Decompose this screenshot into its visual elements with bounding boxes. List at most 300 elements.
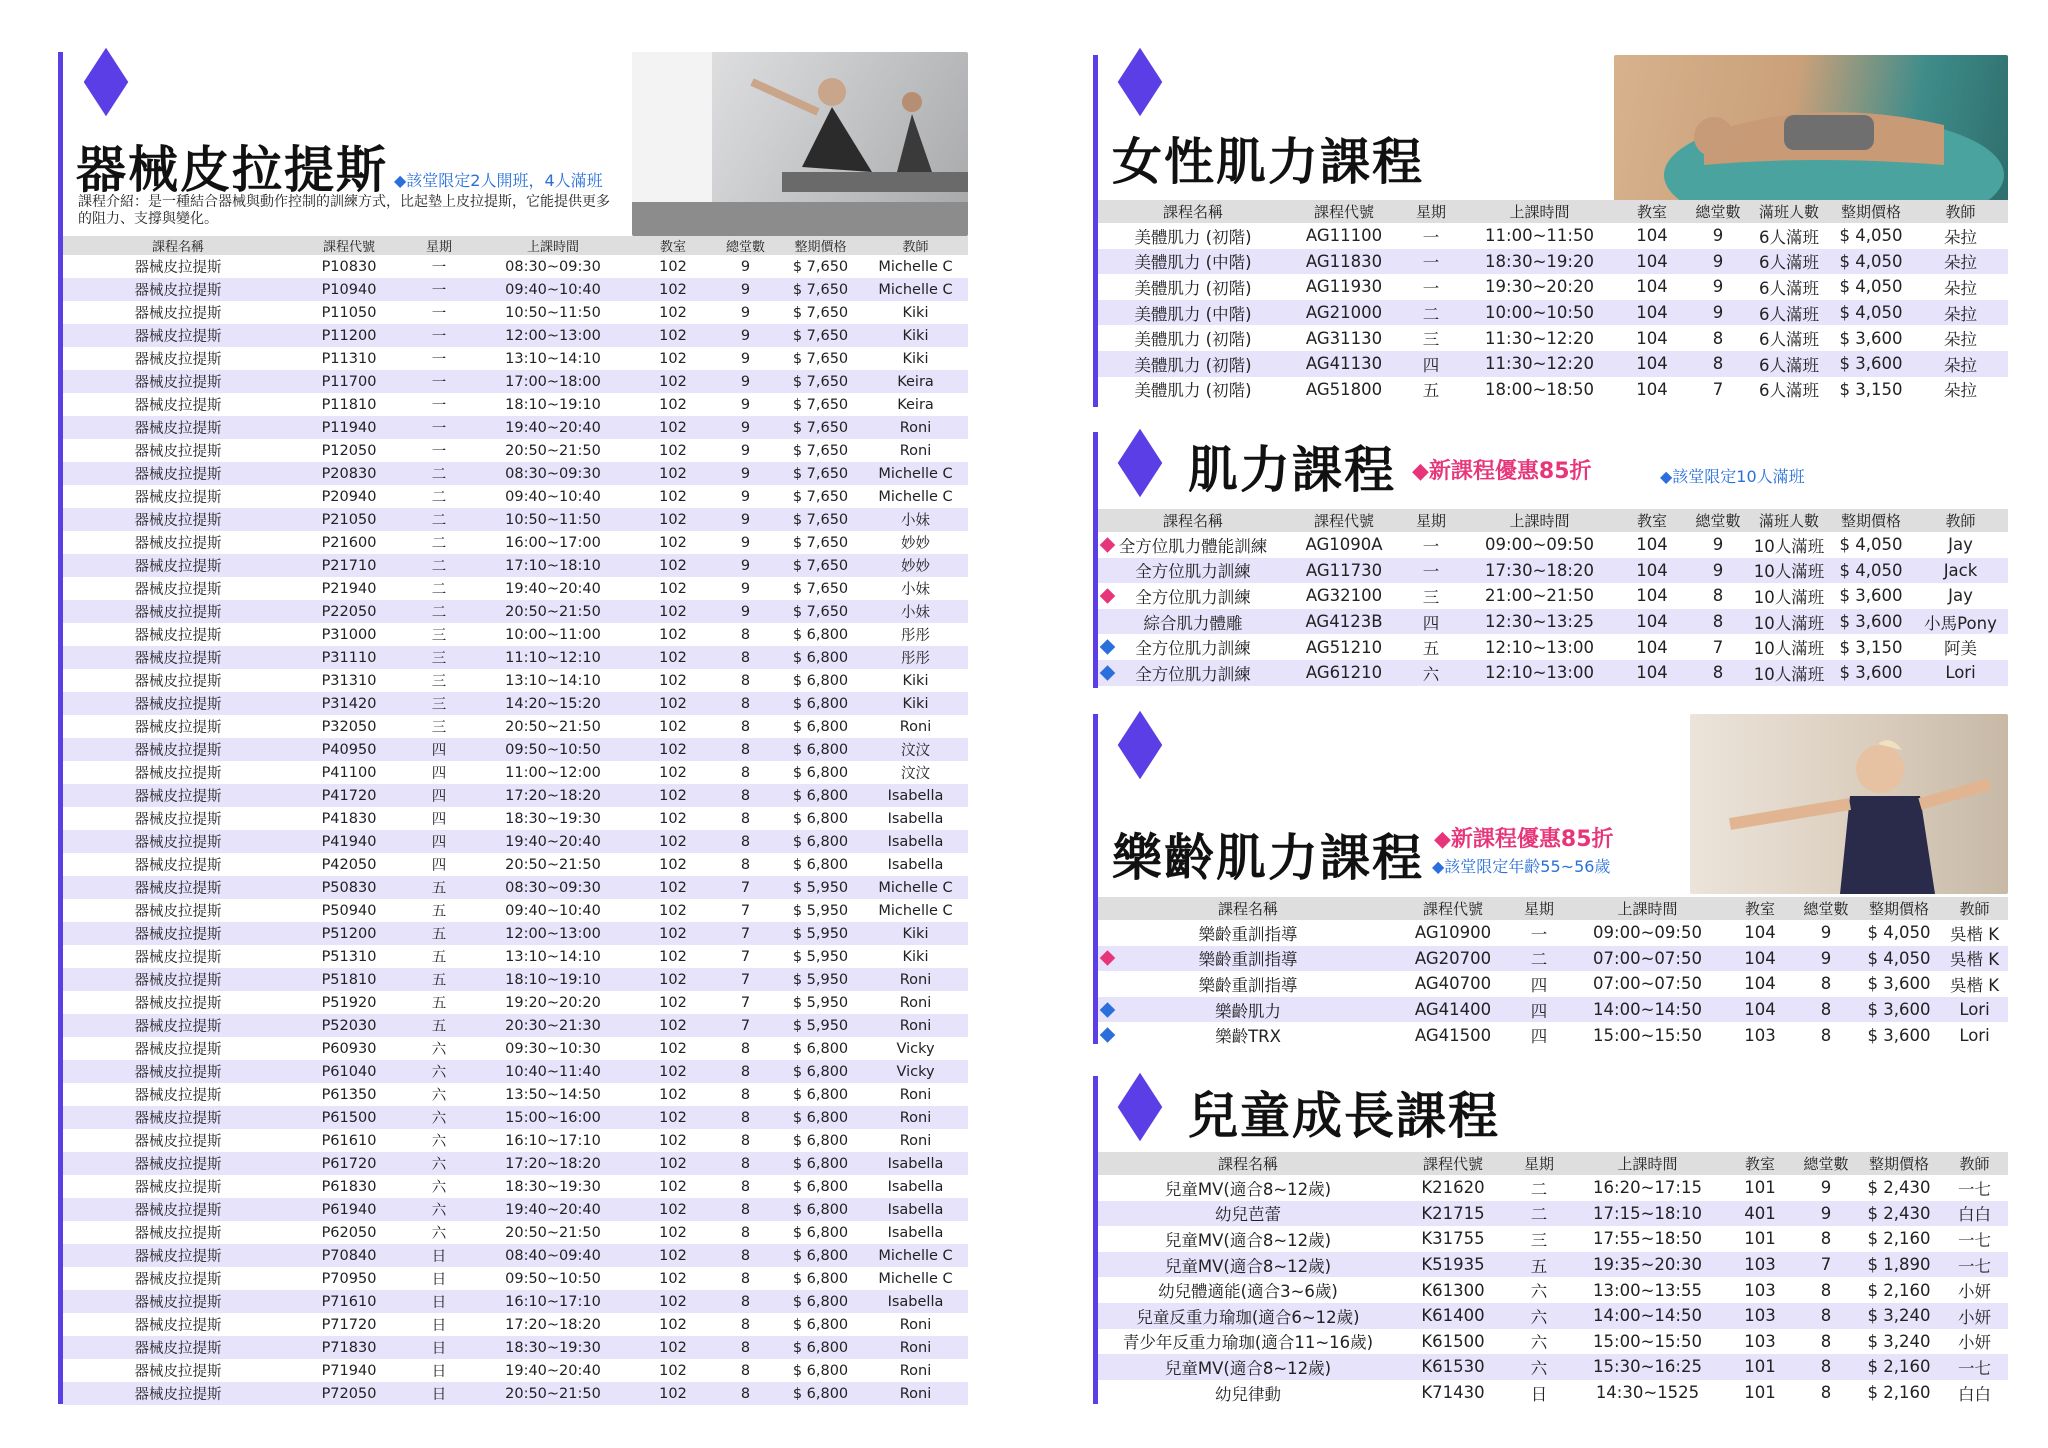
table-cell: 08:30~09:30: [505, 258, 601, 275]
table-cell: P10940: [293, 278, 405, 301]
pilates-header-row: [63, 236, 968, 255]
table-cell: 102: [659, 1040, 687, 1057]
table-cell: 一: [431, 306, 447, 322]
table-cell: 六: [1508, 1303, 1570, 1329]
table-cell: 11:10~12:10: [473, 646, 633, 669]
table-cell: P61940: [293, 1198, 405, 1221]
table-cell: 器械皮拉提斯: [63, 1290, 293, 1313]
table-cell: 器械皮拉提斯: [134, 1226, 222, 1242]
kids-table: [1098, 1152, 2008, 1405]
table-row: [63, 1198, 968, 1221]
table-cell: 102: [633, 1382, 713, 1405]
column-header: 教師: [1941, 897, 2008, 920]
table-cell: P51810: [293, 968, 405, 991]
table-row: [63, 531, 968, 554]
table-cell: 102: [659, 1316, 687, 1333]
table-row: [63, 1290, 968, 1313]
table-cell: 二: [431, 536, 447, 552]
table-row: [1098, 920, 2008, 946]
table-cell: 器械皮拉提斯: [134, 582, 222, 598]
table-row: [63, 324, 968, 347]
table-cell: 104: [1636, 379, 1668, 399]
table-row: [63, 1060, 968, 1083]
table-cell: 102: [633, 1014, 713, 1037]
table-cell: 三: [405, 646, 473, 669]
table-cell: 一: [1422, 227, 1440, 247]
table-cell: 9: [1687, 300, 1749, 326]
table-cell: 六: [1400, 660, 1462, 686]
table-cell: AG20700: [1398, 946, 1508, 972]
table-row: [63, 899, 968, 922]
table-cell: 妙妙: [863, 554, 968, 577]
table-cell: 朵拉: [1913, 351, 2008, 377]
senior-promo: ◆新課程優惠85折: [1434, 827, 1614, 852]
table-cell: 四: [431, 858, 447, 874]
table-cell: 104: [1617, 660, 1687, 686]
table-cell: Vicky: [896, 1040, 935, 1057]
table-cell: 器械皮拉提斯: [63, 1106, 293, 1129]
table-cell: P41720: [293, 784, 405, 807]
table-cell: P51200: [293, 922, 405, 945]
table-cell: 6人滿班: [1749, 249, 1829, 275]
table-cell: $ 5,950: [778, 922, 863, 945]
table-cell: 8: [1820, 1331, 1832, 1351]
table-cell: Lori: [1959, 1025, 1990, 1045]
table-cell: 17:30~18:20: [1462, 558, 1617, 584]
table-cell: 16:20~17:15: [1593, 1178, 1702, 1198]
table-cell: 樂齡重訓指導: [1198, 924, 1298, 944]
table-cell: 102: [659, 488, 687, 505]
table-cell: 小妍: [1958, 1333, 1991, 1353]
table-cell: 彤彤: [863, 646, 968, 669]
table-cell: 102: [659, 1178, 687, 1195]
table-cell: 日: [405, 1244, 473, 1267]
table-cell: 二: [405, 462, 473, 485]
table-cell: $ 4,050: [1839, 535, 1903, 555]
table-cell: 104: [1636, 226, 1668, 246]
table-cell: 一: [431, 352, 447, 368]
table-row: [1098, 971, 2008, 997]
table-row: [63, 968, 968, 991]
table-cell: 四: [431, 812, 447, 828]
table-row: [63, 1267, 968, 1290]
table-cell: 器械皮拉提斯: [63, 1382, 293, 1405]
table-cell: 8: [1687, 609, 1749, 635]
table-cell: 18:30~19:30: [505, 810, 601, 827]
table-cell: [1098, 583, 1288, 609]
table-row: [63, 623, 968, 646]
table-cell: P31310: [321, 672, 377, 689]
column-header: 教師: [1941, 1152, 2008, 1175]
table-row: [63, 1336, 968, 1359]
table-cell: 阿美: [1944, 639, 1977, 659]
table-cell: 104: [1617, 558, 1687, 584]
table-cell: 21:00~21:50: [1485, 586, 1594, 606]
table-cell: 102: [633, 416, 713, 439]
table-cell: 104: [1744, 974, 1776, 994]
table-cell: 9: [1795, 946, 1857, 972]
table-cell: 19:40~20:40: [473, 830, 633, 853]
table-cell: $ 7,650: [792, 534, 849, 551]
table-row: [63, 1106, 968, 1129]
table-cell: [1098, 660, 1288, 686]
table-cell: 8: [1712, 328, 1724, 348]
column-header: 教室: [1617, 200, 1687, 223]
table-cell: Jay: [1948, 586, 1973, 606]
table-cell: 104: [1636, 277, 1668, 297]
women-photo: [1614, 55, 2008, 201]
table-cell: 器械皮拉提斯: [134, 904, 222, 920]
table-cell: 102: [633, 462, 713, 485]
table-cell: 102: [633, 968, 713, 991]
table-cell: 13:50~14:50: [505, 1086, 601, 1103]
table-cell: 20:50~21:50: [473, 600, 633, 623]
table-cell: 6人滿班: [1759, 227, 1819, 247]
pink-diamond-icon: [1100, 588, 1116, 604]
table-cell: 器械皮拉提斯: [63, 554, 293, 577]
table-cell: 8: [740, 1224, 751, 1241]
kids-header-row: [1098, 1152, 2008, 1175]
table-cell: K71430: [1421, 1383, 1485, 1403]
table-cell: 一七: [1958, 1179, 1991, 1199]
table-cell: 8: [713, 738, 778, 761]
table-cell: 彤彤: [901, 628, 930, 644]
table-cell: 美體肌力 (中階): [1098, 300, 1288, 326]
table-cell: 102: [659, 580, 687, 597]
table-cell: 10:50~11:50: [505, 304, 601, 321]
table-cell: P31110: [293, 646, 405, 669]
table-cell: AG11100: [1305, 226, 1383, 246]
table-row: [1098, 351, 2008, 377]
table-cell: $ 6,800: [778, 1198, 863, 1221]
table-cell: 102: [659, 350, 687, 367]
table-cell: Lori: [1941, 997, 2008, 1023]
table-cell: 二: [405, 554, 473, 577]
table-cell: $ 3,600: [1867, 974, 1931, 994]
table-cell: 6人滿班: [1749, 300, 1829, 326]
table-cell: Kiki: [902, 948, 929, 965]
table-cell: 12:00~13:00: [473, 922, 633, 945]
table-cell: 15:00~16:00: [473, 1106, 633, 1129]
table-row: [1098, 223, 2008, 249]
table-cell: 器械皮拉提斯: [63, 370, 293, 393]
table-cell: 10人滿班: [1749, 660, 1829, 686]
table-cell: P61610: [321, 1132, 377, 1149]
table-cell: P61350: [321, 1086, 377, 1103]
table-cell: 7: [740, 902, 751, 919]
strength-header-row: [1098, 509, 2008, 532]
table-cell: Roni: [899, 1362, 932, 1379]
table-cell: 11:00~12:00: [505, 764, 601, 781]
blue-diamond-icon: [1100, 1002, 1116, 1018]
table-cell: Keira: [863, 370, 968, 393]
table-cell: 10人滿班: [1753, 587, 1825, 607]
table-cell: 8: [713, 1060, 778, 1083]
table-cell: 四: [1400, 351, 1462, 377]
table-cell: $ 7,650: [778, 324, 863, 347]
table-cell: 17:20~18:20: [505, 1316, 601, 1333]
table-cell: 101: [1744, 1229, 1776, 1249]
table-cell: 09:40~10:40: [473, 278, 633, 301]
table-cell: 18:30~19:30: [505, 1178, 601, 1195]
table-cell: Roni: [899, 442, 932, 459]
table-cell: 器械皮拉提斯: [63, 1198, 293, 1221]
table-cell: 102: [633, 784, 713, 807]
table-row: [63, 922, 968, 945]
table-cell: 一: [405, 278, 473, 301]
table-cell: 10人滿班: [1749, 609, 1829, 635]
table-cell: 102: [659, 672, 687, 689]
table-cell: $ 4,050: [1829, 300, 1913, 326]
table-row: [63, 1359, 968, 1382]
table-cell: 13:10~14:10: [505, 672, 601, 689]
table-row: [1098, 609, 2008, 635]
table-cell: 7: [740, 994, 751, 1011]
table-cell: 器械皮拉提斯: [63, 738, 293, 761]
table-cell: 二: [1508, 946, 1570, 972]
blue-diamond-icon: [1100, 639, 1116, 655]
table-cell: $ 7,650: [792, 258, 849, 275]
table-cell: 器械皮拉提斯: [134, 628, 222, 644]
table-cell: 104: [1725, 997, 1795, 1023]
table-cell: [1098, 532, 1288, 558]
table-cell: 6人滿班: [1759, 381, 1819, 401]
table-cell: 8: [740, 1040, 751, 1057]
table-cell: 幼兒體適能(適合3~6歲): [1158, 1282, 1338, 1302]
table-cell: $ 2,430: [1867, 1178, 1931, 1198]
table-row: [63, 692, 968, 715]
table-cell: 10人滿班: [1749, 558, 1829, 584]
table-cell: 102: [659, 902, 687, 919]
strength-title: 肌力課程: [1188, 441, 1396, 499]
table-cell: P21600: [321, 534, 377, 551]
table-cell: 二: [405, 600, 473, 623]
column-header: 課程名稱: [1098, 1152, 1398, 1175]
table-cell: 20:50~21:50: [505, 856, 601, 873]
table-cell: K61400: [1398, 1303, 1508, 1329]
table-cell: AG41130: [1288, 351, 1400, 377]
table-cell: 101: [1725, 1354, 1795, 1380]
pilates-intro: 課程介紹：是一種結合器械與動作控制的訓練方式，比起墊上皮拉提斯，它能提供更多的阻力、支撐與變化。: [78, 194, 610, 227]
table-cell: AG40700: [1414, 974, 1492, 994]
table-row: [1098, 249, 2008, 275]
table-cell: P11310: [321, 350, 377, 367]
table-cell: P50940: [321, 902, 377, 919]
table-cell: K21620: [1421, 1178, 1485, 1198]
table-cell: $ 6,800: [778, 1290, 863, 1313]
column-header: 課程代號: [1288, 200, 1400, 223]
table-cell: 8: [740, 810, 751, 827]
table-cell: 器械皮拉提斯: [134, 1180, 222, 1196]
column-header: 上課時間: [473, 236, 633, 255]
table-cell: Michelle C: [863, 876, 968, 899]
column-header: 上課時間: [1462, 200, 1617, 223]
table-cell: $ 6,800: [778, 1106, 863, 1129]
column-header: 星期: [1400, 200, 1462, 223]
table-cell: P32050: [321, 718, 377, 735]
table-cell: 09:40~10:40: [505, 488, 601, 505]
table-cell: 102: [659, 764, 687, 781]
table-cell: 16:00~17:00: [505, 534, 601, 551]
table-cell: 器械皮拉提斯: [134, 720, 222, 736]
table-cell: $ 3,600: [1839, 586, 1903, 606]
table-cell: 小妍: [1958, 1282, 1991, 1302]
table-cell: 7: [713, 968, 778, 991]
table-cell: Roni: [899, 994, 932, 1011]
table-cell: 吳楷 K: [1941, 946, 2008, 972]
table-cell: $ 6,800: [792, 718, 849, 735]
table-row: [1098, 946, 2008, 972]
table-cell: 8: [740, 672, 751, 689]
table-cell: $ 6,800: [778, 692, 863, 715]
table-cell: [1098, 997, 1398, 1023]
table-cell: 器械皮拉提斯: [134, 1134, 222, 1150]
table-cell: 12:10~13:00: [1462, 660, 1617, 686]
table-cell: 一七: [1941, 1354, 2008, 1380]
table-row: [63, 1175, 968, 1198]
table-cell: 8: [1795, 997, 1857, 1023]
table-cell: P71720: [321, 1316, 377, 1333]
table-cell: 101: [1744, 1178, 1776, 1198]
table-cell: P40950: [293, 738, 405, 761]
blue-diamond-icon: [1100, 1027, 1116, 1043]
column-header: 星期: [1508, 1152, 1570, 1175]
table-cell: 汶汶: [863, 738, 968, 761]
table-cell: P52030: [293, 1014, 405, 1037]
table-cell: $ 7,650: [792, 488, 849, 505]
table-cell: 六: [1508, 1354, 1570, 1380]
table-row: [1098, 583, 2008, 609]
table-cell: 09:00~09:50: [1485, 535, 1594, 555]
column-header: 上課時間: [1462, 509, 1617, 532]
table-cell: 15:00~15:50: [1593, 1331, 1702, 1351]
table-cell: 兒童MV(適合8~12歲): [1098, 1354, 1398, 1380]
column-header: 整期價格: [1829, 509, 1913, 532]
table-row: [1098, 1252, 2008, 1278]
table-row: [63, 945, 968, 968]
table-cell: P31000: [321, 626, 377, 643]
column-header: 整期價格: [1829, 200, 1913, 223]
table-cell: 五: [1508, 1252, 1570, 1278]
table-cell: 六: [405, 1198, 473, 1221]
table-row: [1098, 274, 2008, 300]
table-cell: 六: [431, 1088, 447, 1104]
table-cell: 三: [1530, 1230, 1548, 1250]
column-header: 教室: [1617, 509, 1687, 532]
table-cell: 13:10~14:10: [505, 350, 601, 367]
table-cell: AG11930: [1305, 277, 1383, 297]
table-cell: [1098, 946, 1398, 972]
column-header: 課程名稱: [1098, 509, 1288, 532]
table-row: [63, 807, 968, 830]
table-cell: P61830: [321, 1178, 377, 1195]
table-cell: 六: [431, 1134, 447, 1150]
table-row: [1098, 325, 2008, 351]
table-cell: 美體肌力 (初階): [1134, 278, 1252, 298]
table-cell: 104: [1744, 923, 1776, 943]
table-cell: 15:00~15:50: [1593, 1025, 1702, 1045]
table-cell: $ 6,800: [792, 672, 849, 689]
senior-title: 樂齡肌力課程: [1112, 829, 1424, 887]
table-cell: 8: [740, 764, 751, 781]
table-cell: P41100: [321, 764, 377, 781]
table-cell: 8: [1712, 586, 1724, 606]
table-cell: P11810: [321, 396, 377, 413]
table-cell: $ 7,650: [778, 416, 863, 439]
table-cell: Roni: [863, 1106, 968, 1129]
table-cell: 8: [713, 1336, 778, 1359]
table-cell: 104: [1617, 609, 1687, 635]
table-row: [63, 1152, 968, 1175]
table-row: [63, 416, 968, 439]
column-header: 整期價格: [1857, 897, 1941, 920]
table-cell: 一七: [1941, 1252, 2008, 1278]
table-cell: 103: [1744, 1280, 1776, 1300]
table-cell: 09:50~10:50: [505, 1270, 601, 1287]
table-cell: 102: [633, 1336, 713, 1359]
table-row: [63, 1129, 968, 1152]
table-cell: 102: [633, 508, 713, 531]
women-title: 女性肌力課程: [1112, 133, 1424, 191]
table-cell: 8: [1820, 1280, 1832, 1300]
table-row: [63, 370, 968, 393]
table-cell: $ 5,950: [778, 876, 863, 899]
table-cell: 器械皮拉提斯: [63, 1152, 293, 1175]
table-cell: 8: [1687, 351, 1749, 377]
table-cell: 五: [405, 922, 473, 945]
table-cell: 9: [740, 258, 751, 275]
table-cell: 器械皮拉提斯: [63, 876, 293, 899]
table-cell: 三: [1422, 330, 1440, 350]
pilates-table: [63, 236, 968, 1405]
table-cell: 102: [633, 876, 713, 899]
table-cell: 11:30~12:20: [1462, 351, 1617, 377]
table-cell: $ 3,600: [1867, 1025, 1931, 1045]
table-cell: $ 7,650: [792, 396, 849, 413]
table-cell: AG11730: [1288, 558, 1400, 584]
table-cell: 8: [1687, 660, 1749, 686]
table-cell: 吳楷 K: [1949, 975, 2000, 995]
table-cell: 7: [1712, 379, 1724, 399]
table-cell: 8: [740, 1270, 751, 1287]
table-cell: AG10900: [1414, 923, 1492, 943]
table-cell: 20:50~21:50: [473, 1382, 633, 1405]
table-cell: P22050: [293, 600, 405, 623]
cell-text: 樂齡重訓指導: [1198, 950, 1298, 970]
table-cell: AG32100: [1305, 586, 1383, 606]
table-cell: 104: [1617, 300, 1687, 326]
table-cell: 8: [1820, 1025, 1832, 1045]
table-row: [63, 646, 968, 669]
table-cell: Roni: [899, 1086, 932, 1103]
table-row: [63, 462, 968, 485]
table-cell: 美體肌力 (初階): [1134, 330, 1252, 350]
table-cell: Michelle C: [878, 1270, 953, 1287]
table-cell: Isabella: [863, 784, 968, 807]
table-cell: 17:10~18:10: [473, 554, 633, 577]
strength-table: [1098, 509, 2008, 686]
table-cell: 一: [431, 398, 447, 414]
table-cell: 三: [431, 674, 447, 690]
table-cell: 器械皮拉提斯: [63, 646, 293, 669]
table-cell: AG4123B: [1288, 609, 1400, 635]
table-cell: 8: [1820, 1229, 1832, 1249]
table-cell: 102: [659, 994, 687, 1011]
table-cell: 六: [405, 1106, 473, 1129]
table-cell: 102: [633, 922, 713, 945]
table-cell: 8: [713, 1106, 778, 1129]
table-cell: 20:50~21:50: [505, 1224, 601, 1241]
